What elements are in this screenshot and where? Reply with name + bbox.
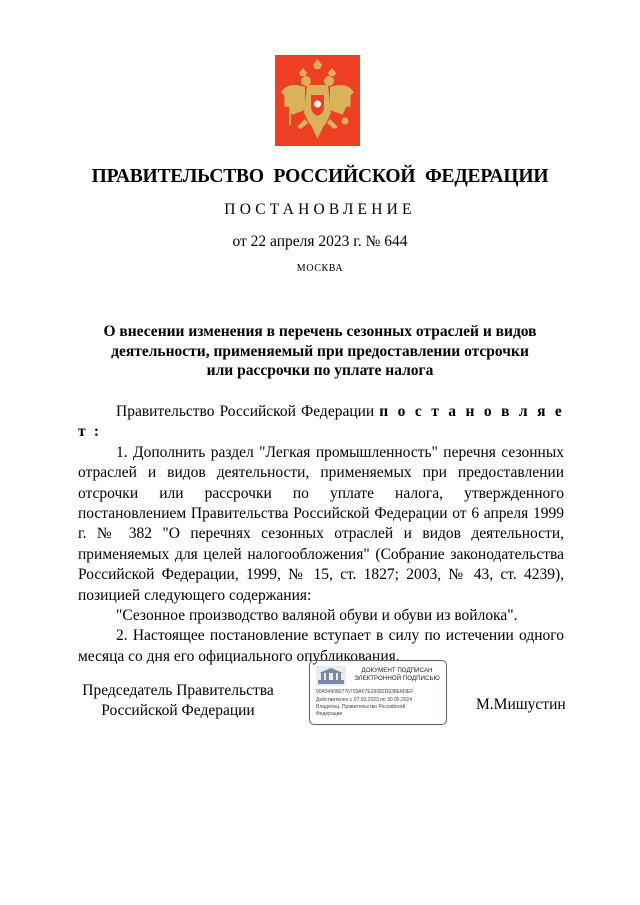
document-type: ПОСТАНОВЛЕНИЕ bbox=[224, 201, 416, 218]
stamp-validity: Действителен с 07.03.2023 по 30.05.2024 bbox=[316, 697, 413, 703]
position-line: Председатель Правительства bbox=[82, 682, 274, 699]
heading-line: или рассрочки по уплате налога bbox=[206, 362, 434, 379]
stamp-heading: ЭЛЕКТРОННОЙ ПОДПИСЬЮ bbox=[354, 675, 440, 682]
position-line: Российской Федерации bbox=[101, 702, 255, 719]
document-body bbox=[78, 402, 564, 667]
document-city: МОСКВА bbox=[296, 263, 344, 274]
stamp-owner: Владелец: Правительство Российской bbox=[316, 704, 406, 710]
signatory-position bbox=[78, 681, 278, 721]
heading-line: О внесении изменения в перечень сезонных отраслей и видов bbox=[103, 323, 537, 340]
signatory-name: М.Мишустин bbox=[476, 696, 566, 713]
document-heading bbox=[0, 322, 640, 381]
heading-line: деятельности, применяемый при предоставлении отсрочки bbox=[111, 342, 529, 360]
decree-keyword: п о с т а н о в л я е т : bbox=[78, 403, 564, 441]
double-headed-eagle-icon bbox=[275, 55, 360, 146]
coat-of-arms-emblem-icon bbox=[275, 55, 360, 146]
item-2-paragraph: 2. Настоящее постановление вступает в силу по истечении одного месяца со дня его официального опубликования. bbox=[78, 627, 564, 665]
quote-paragraph: "Сезонное производство валяной обуви и обуви из войлока". bbox=[116, 607, 518, 625]
stamp-owner: Федерации bbox=[316, 711, 343, 717]
stamp-certificate: 00A549080776703AF7E29082D938EM3EF bbox=[316, 689, 414, 695]
government-building-icon bbox=[316, 666, 346, 686]
stamp-heading: ДОКУМЕНТ ПОДПИСАН bbox=[361, 667, 433, 674]
electronic-signature-stamp bbox=[309, 660, 447, 725]
item-1-paragraph: 1. Дополнить раздел "Легкая промышленность" перечня сезонных отраслей и видов деятельности, применяемых при предоставлении отсрочки или рассрочки по уплате налога, утвержденного постановлением Правительства Российской Федерации от 6 апреля 1999 г. № 382 "О перечнях сезонных отраслей и видов деятельности, применяемых для целей налогообложения" (Собрание законодательства Российской Федерации, 1999, № 15, ст. 1827; 2003, № 43, ст. 4239), позицией следующего содержания: bbox=[78, 443, 564, 604]
intro-paragraph bbox=[78, 402, 564, 443]
document-date-number: от 22 апреля 2023 г. № 644 bbox=[232, 233, 408, 250]
intro-text: Правительство Российской Федерации bbox=[116, 403, 380, 420]
government-title: ПРАВИТЕЛЬСТВО РОССИЙСКОЙ ФЕДЕРАЦИИ bbox=[91, 166, 549, 187]
